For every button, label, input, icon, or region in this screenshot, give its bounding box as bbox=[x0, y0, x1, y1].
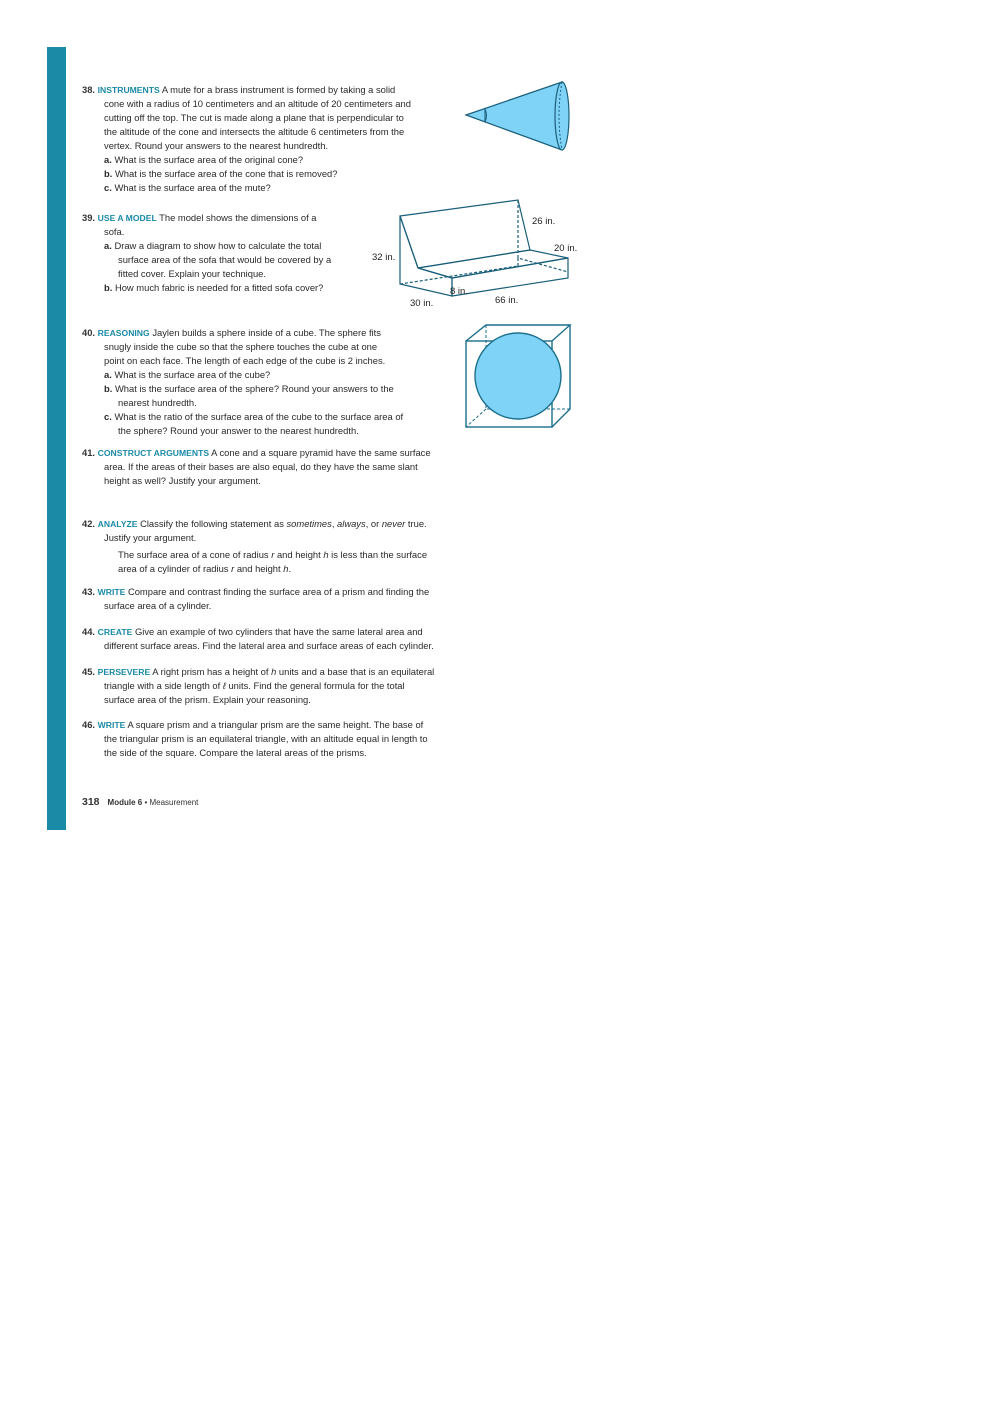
statement-line: area of a cylinder of radius r and height h. bbox=[118, 563, 292, 574]
part-b-cont: nearest hundredth. bbox=[118, 397, 197, 408]
problem-keyword: WRITE bbox=[97, 720, 126, 730]
sofa-left-side bbox=[400, 216, 452, 296]
part-c: c. What is the ratio of the surface area of the cube to the surface area of bbox=[104, 411, 404, 422]
problem-text: A mute for a brass instrument is formed by taking a solid bbox=[161, 84, 396, 95]
problem-number: 41. bbox=[82, 447, 96, 458]
sofa-seat-top bbox=[418, 250, 568, 278]
problem-41 bbox=[82, 446, 492, 488]
problem-text: area. If the areas of their bases are also equal, do they have the same slant bbox=[104, 461, 418, 472]
problem-40 bbox=[82, 326, 482, 438]
part-a-cont: surface area of the sofa that would be covered by a bbox=[118, 254, 332, 265]
dim-label: 66 in. bbox=[495, 295, 519, 306]
problem-text: the side of the square. Compare the lateral areas of the prisms. bbox=[104, 747, 367, 758]
sofa-back bbox=[400, 200, 530, 268]
problem-keyword: USE A MODEL bbox=[97, 213, 157, 223]
problem-keyword: WRITE bbox=[97, 587, 126, 597]
problem-46: 46. WRITE A square prism and a triangular prism are the same height. The base of the triangular prism is an equilateral triangle, with an altitude equal in length to the side of the square. Compare the lateral areas of the prisms. bbox=[82, 718, 492, 760]
problem-text: Justify your argument. bbox=[104, 532, 197, 543]
part-a: a. Draw a diagram to show how to calculate the total bbox=[104, 240, 322, 251]
problem-number: 40. bbox=[82, 327, 96, 338]
cone-base bbox=[555, 82, 569, 150]
problem-text: the altitude of the cone and intersects the altitude 6 centimeters from the bbox=[104, 126, 405, 137]
dim-label: 20 in. bbox=[554, 243, 578, 254]
problem-text: different surface areas. Find the lateral area and surface areas of each cylinder. bbox=[104, 640, 434, 651]
side-accent-bar bbox=[47, 47, 66, 830]
page-footer bbox=[82, 796, 198, 808]
dim-label: 26 in. bbox=[532, 216, 556, 227]
part-c: c. What is the surface area of the mute? bbox=[104, 182, 271, 193]
problem-text: cutting off the top. The cut is made along a plane that is perpendicular to bbox=[104, 112, 404, 123]
cone-body bbox=[466, 82, 562, 150]
problem-keyword: REASONING bbox=[97, 328, 150, 338]
part-a: a. What is the surface area of the cube? bbox=[104, 369, 271, 380]
part-b: b. How much fabric is needed for a fitted sofa cover? bbox=[104, 282, 324, 293]
problem-43: 43. WRITE Compare and contrast finding the surface area of a prism and finding the surface area of a cylinder. bbox=[82, 585, 492, 613]
part-b: b. What is the surface area of the cone that is removed? bbox=[104, 168, 338, 179]
problem-number: 43. bbox=[82, 586, 96, 597]
cube-sphere-figure bbox=[462, 321, 574, 431]
problem-39 bbox=[82, 211, 382, 295]
problem-42: 42. ANALYZE Classify the following statement as sometimes, always, or never true. Justify your argument. The surface area of a cone of radius r and height h is less than the surface area of a cylinder of radius r and height h. bbox=[82, 517, 492, 576]
problem-number: 45. bbox=[82, 666, 96, 677]
problem-keyword: CONSTRUCT ARGUMENTS bbox=[97, 448, 210, 458]
problem-text: surface area of a cylinder. bbox=[104, 600, 212, 611]
problem-number: 44. bbox=[82, 626, 96, 637]
dim-label: 30 in. bbox=[410, 298, 434, 309]
problem-text: sofa. bbox=[104, 226, 125, 237]
problem-text: height as well? Justify your argument. bbox=[104, 475, 261, 486]
part-c-cont: the sphere? Round your answer to the nearest hundredth. bbox=[118, 425, 359, 436]
cone-figure bbox=[462, 78, 582, 154]
problem-keyword: INSTRUMENTS bbox=[97, 85, 160, 95]
problem-text: surface area of the prism. Explain your reasoning. bbox=[104, 694, 311, 705]
part-a: a. What is the surface area of the original cone? bbox=[104, 154, 304, 165]
problem-keyword: CREATE bbox=[97, 627, 133, 637]
problem-text: A cone and a square pyramid have the same surface bbox=[211, 447, 431, 458]
problem-keyword: ANALYZE bbox=[97, 519, 138, 529]
problem-text: vertex. Round your answers to the nearest hundredth. bbox=[104, 140, 329, 151]
problem-text: The model shows the dimensions of a bbox=[159, 212, 317, 223]
problem-text: point on each face. The length of each edge of the cube is 2 inches. bbox=[104, 355, 386, 366]
module-label: Module 6 bbox=[107, 798, 143, 807]
problem-keyword: PERSEVERE bbox=[97, 667, 151, 677]
dim-label: 32 in. bbox=[372, 252, 396, 263]
page-number: 318 bbox=[82, 796, 100, 808]
footer-bullet: • bbox=[144, 798, 148, 807]
sofa-figure bbox=[368, 192, 588, 310]
problem-number: 38. bbox=[82, 84, 96, 95]
problem-number: 42. bbox=[82, 518, 96, 529]
sphere bbox=[475, 333, 561, 419]
problem-text: snugly inside the cube so that the sphere touches the cube at one bbox=[104, 341, 378, 352]
problem-text: cone with a radius of 10 centimeters and an altitude of 20 centimeters and bbox=[104, 98, 411, 109]
problem-44: 44. CREATE Give an example of two cylinders that have the same lateral area and different surface areas. Find the lateral area and surface areas of each cylinder. bbox=[82, 625, 497, 653]
problem-number: 39. bbox=[82, 212, 96, 223]
statement-line: The surface area of a cone of radius r and height h is less than the surface bbox=[118, 549, 428, 560]
problem-38 bbox=[82, 83, 472, 195]
part-a-cont: fitted cover. Explain your technique. bbox=[118, 268, 267, 279]
problem-45: 45. PERSEVERE A right prism has a height of h units and a base that is an equilateral triangle with a side length of ℓ units. Find the general formula for the total surface area of the prism. Explain your reasoning. bbox=[82, 665, 492, 707]
problem-text: Jaylen builds a sphere inside of a cube. The sphere fits bbox=[152, 327, 381, 338]
problem-text: the triangular prism is an equilateral triangle, with an altitude equal in length to bbox=[104, 733, 428, 744]
problem-number: 46. bbox=[82, 719, 96, 730]
part-b: b. What is the surface area of the sphere? Round your answers to the bbox=[104, 383, 394, 394]
sofa-front bbox=[452, 258, 568, 296]
problem-text: triangle with a side length of ℓ units. Find the general formula for the total bbox=[104, 680, 405, 691]
section-label: Measurement bbox=[149, 798, 199, 807]
dim-label: 8 in. bbox=[450, 286, 468, 297]
